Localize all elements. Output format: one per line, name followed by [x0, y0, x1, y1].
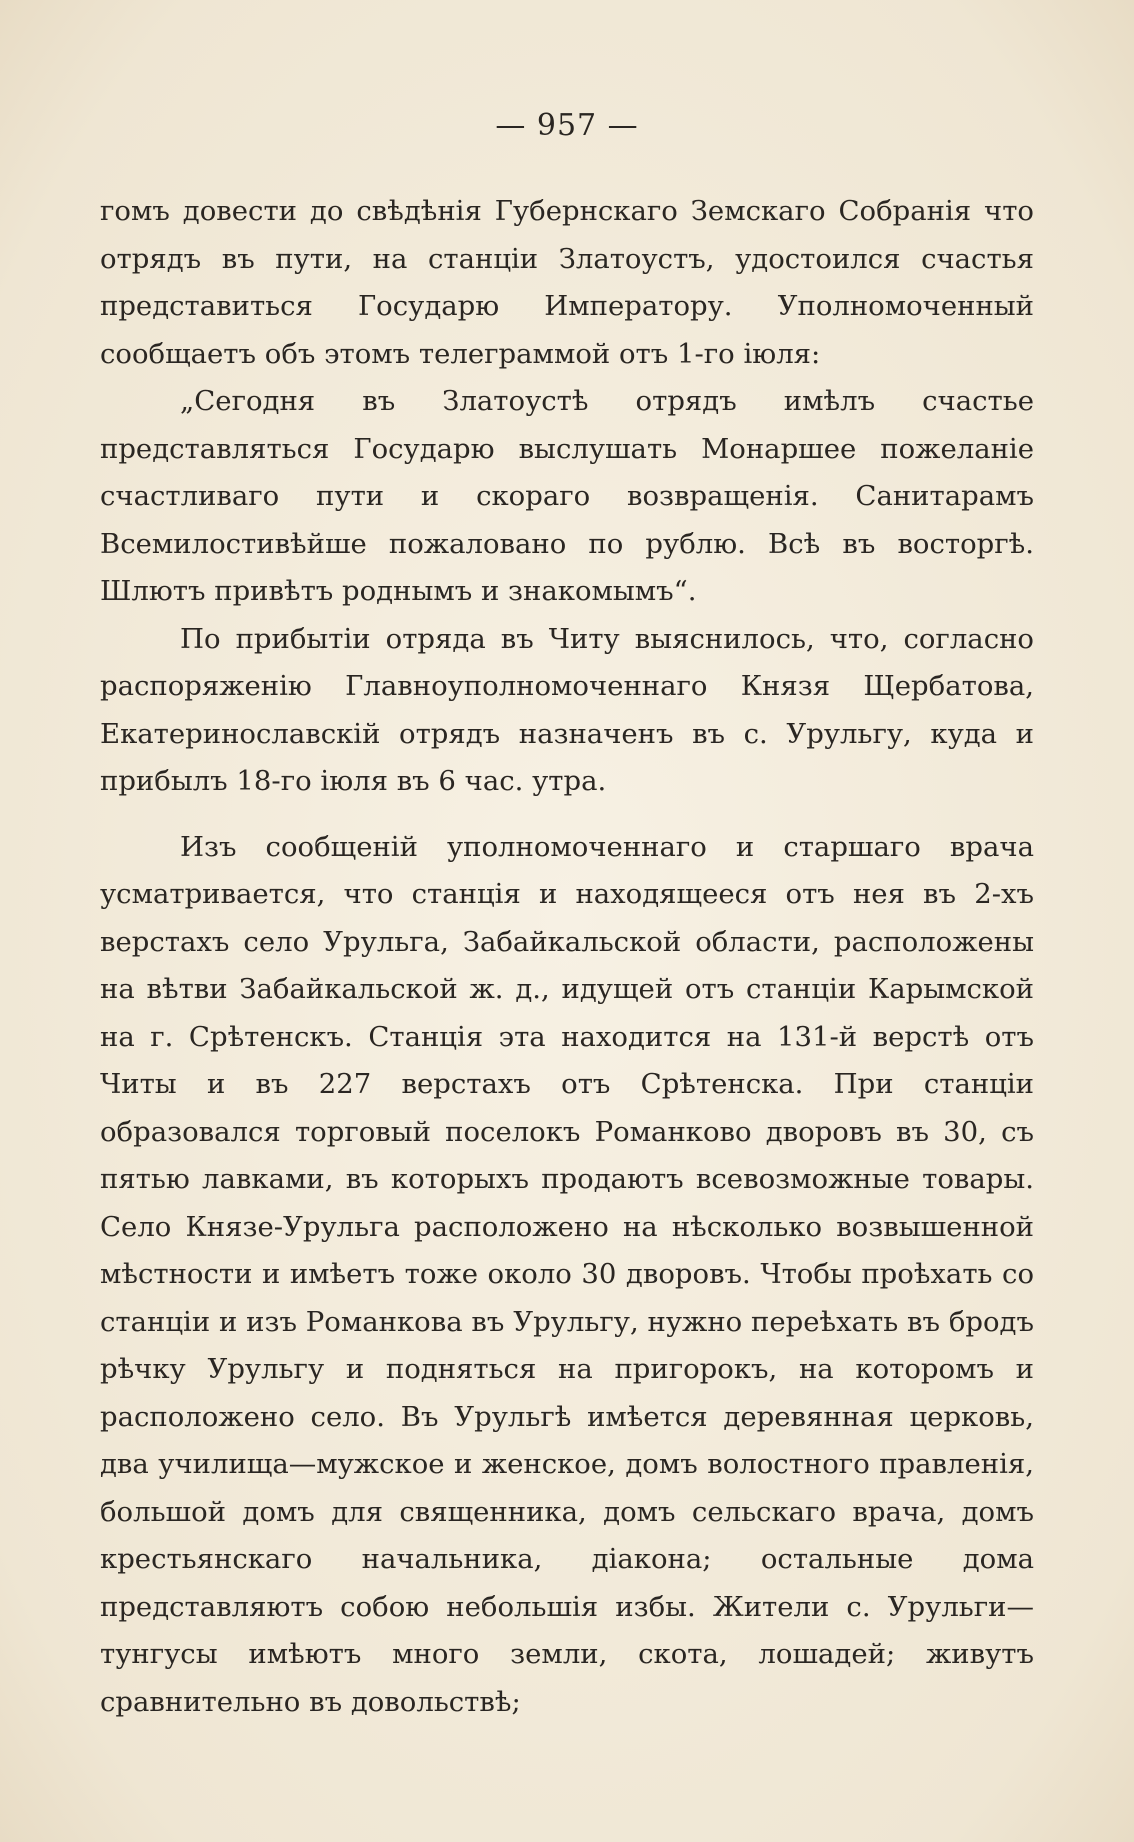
paragraph-3: По прибытіи отряда въ Читу выяснилось, что, согласно распоряженію Главноуполномоченнаго Князя Щербатова, Екатеринославскій отрядъ назначенъ въ с. Урульгу, куда и прибылъ 18-го іюля въ 6 час. утра. — [100, 622, 1034, 797]
paragraph-4: Изъ сообщеній уполномоченнаго и старшаго врача усматривается, что станція и находящееся отъ нея въ 2-хъ верстахъ село Урульга, Забайкальской области, расположены на вѣтви Забайкальской ж. д., идущей отъ станціи Карымской на г. Срѣтенскъ. Станція эта находится на 131-й верстѣ отъ Читы и въ 227 верстахъ отъ Срѣтенска. При станціи образовался торговый поселокъ Романково дворовъ въ 30, съ пятью лавками, въ которыхъ продаютъ всевозможные товары. Село Князе-Урульга расположено на нѣсколько возвышенной мѣстности и имѣетъ тоже около 30 дворовъ. Чтобы проѣхать со станціи и изъ Романкова въ Урульгу, нужно переѣхать въ бродъ рѣчку Урульгу и подняться на пригорокъ, на которомъ и расположено село. Въ Урульгѣ имѣется деревянная церковь, два училища—мужское и женское, домъ волостного правленія, большой домъ для священника, домъ сельскаго врача, домъ крестьянскаго начальника, діакона; остальные дома представляютъ собою небольшія избы. Жители с. Урульги—тунгусы имѣютъ много земли, скота, лошадей; живутъ сравнительно въ довольствѣ; — [100, 830, 1034, 1718]
paragraph-1: гомъ довести до свѣдѣнія Губернскаго Земскаго Собранія что отрядъ въ пути, на станціи Златоустъ, удостоился счастья представиться Государю Императору. Уполномоченный сообщаетъ объ этомъ телеграммой отъ 1-го іюля: — [100, 195, 1034, 370]
body-text — [100, 188, 1034, 1726]
paragraph-2: „Сегодня въ Златоустѣ отрядъ имѣлъ счастье представляться Государю выслушать Монаршее пожеланіе счастливаго пути и скораго возвращенія. Санитарамъ Всемилостивѣйше пожаловано по рублю. Всѣ въ восторгѣ. Шлютъ привѣтъ роднымъ и знакомымъ“. — [100, 385, 1034, 607]
page-number: — 957 — — [495, 108, 639, 143]
